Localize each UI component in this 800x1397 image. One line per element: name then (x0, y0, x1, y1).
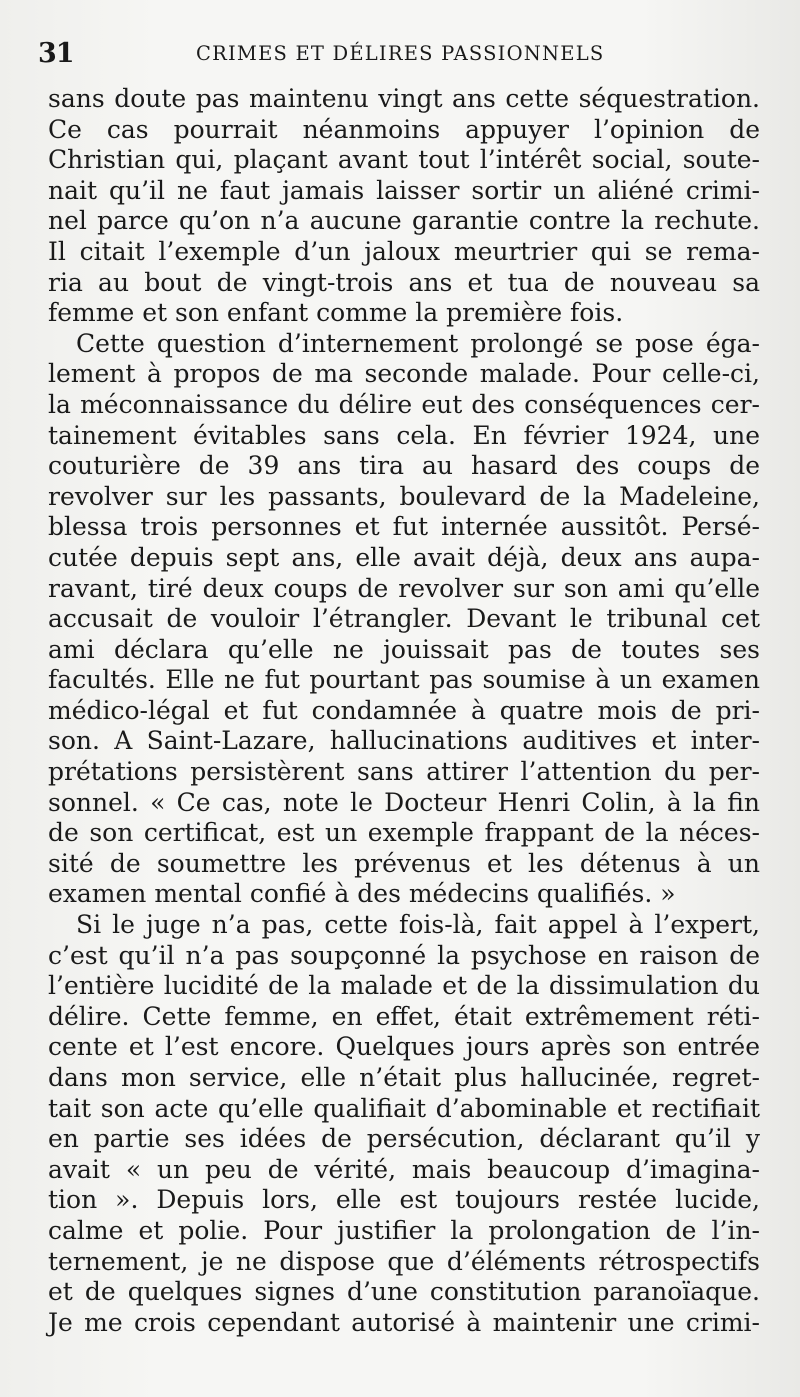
running-title: CRIMES ET DÉLIRES PASSIONNELS (196, 42, 605, 65)
text-line: blessa trois personnes et fut internée aussitôt. Persé- (48, 512, 760, 542)
text-line: Christian qui, plaçant avant tout l’intérêt social, soute- (48, 145, 760, 175)
text-line: et de quelques signes d’une constitution paranoïaque. (48, 1277, 760, 1307)
text-line: Ce cas pourrait néanmoins appuyer l’opinion de (48, 114, 760, 144)
text-line: cente et l’est encore. Quelques jours après son entrée (48, 1032, 760, 1062)
text-line: de son certificat, est un exemple frappant de la néces- (48, 818, 760, 848)
text-line: l’entière lucidité de la malade et de la dissimulation du (48, 971, 760, 1001)
text-line: nait qu’il ne faut jamais laisser sortir un aliéné crimi- (48, 175, 760, 205)
text-line: dans mon service, elle n’était plus hallucinée, regret- (48, 1063, 760, 1092)
text-line: prétations persistèrent sans attirer l’attention du per- (48, 757, 760, 787)
paragraph (48, 84, 760, 329)
paragraph (48, 910, 760, 1338)
text-line: revolver sur les passants, boulevard de la Madeleine, (48, 481, 760, 511)
text-line: lement à propos de ma seconde malade. Pour celle-ci, (48, 359, 760, 389)
text-line: cutée depuis sept ans, elle avait déjà, deux ans aupa- (48, 542, 760, 572)
text-line: médico-légal et fut condamnée à quatre mois de pri- (48, 695, 760, 725)
body-text (48, 84, 760, 1338)
text-line: avait « un peu de vérité, mais beaucoup d’imagina- (48, 1154, 760, 1184)
page-number: 31 (38, 38, 74, 69)
text-line: Cette question d’internement prolongé se pose éga- (76, 328, 760, 358)
text-line: Il citait l’exemple d’un jaloux meurtrier qui se rema- (48, 236, 760, 266)
paragraph (48, 329, 760, 910)
text-line: nel parce qu’on n’a aucune garantie contre la rechute. (48, 206, 760, 236)
text-line: sité de soumettre les prévenus et les détenus à un (48, 848, 760, 878)
text-line: calme et polie. Pour justifier la prolongation de l’in- (48, 1215, 760, 1245)
text-line: Si le juge n’a pas, cette fois-là, fait appel à l’expert, (76, 910, 760, 940)
text-line: Je me crois cependant autorisé à maintenir une crimi- (48, 1307, 760, 1337)
text-line: ravant, tiré deux coups de revolver sur son ami qu’elle (48, 573, 760, 603)
running-header (38, 36, 740, 76)
text-line: tait son acte qu’elle qualifiait d’abominable et rectifiait (48, 1093, 760, 1123)
text-line: ternement, je ne dispose que d’éléments rétrospectifs (48, 1246, 760, 1276)
text-line: sans doute pas maintenu vingt ans cette séquestration. (48, 84, 760, 113)
text-line: son. A Saint-Lazare, hallucinations auditives et inter- (48, 726, 760, 756)
text-line: sonnel. « Ce cas, note le Docteur Henri Colin, à la fin (48, 787, 760, 817)
text-line: la méconnaissance du délire eut des conséquences cer- (48, 389, 760, 419)
text-line: en partie ses idées de persécution, déclarant qu’il y (48, 1124, 760, 1154)
text-line: ria au bout de vingt-trois ans et tua de nouveau sa (48, 267, 760, 297)
text-line: ami déclara qu’elle ne jouissait pas de toutes ses (48, 634, 760, 664)
text-line: délire. Cette femme, en effet, était extrêmement réti- (48, 1001, 760, 1031)
text-line: couturière de 39 ans tira au hasard des coups de (48, 451, 760, 481)
text-line: femme et son enfant comme la première fois. (48, 298, 624, 328)
text-line: tainement évitables sans cela. En février 1924, une (48, 420, 760, 450)
text-line: c’est qu’il n’a pas soupçonné la psychose en raison de (48, 940, 760, 970)
text-line: facultés. Elle ne fut pourtant pas soumise à un examen (48, 665, 760, 695)
text-line: examen mental confié à des médecins qualifiés. » (48, 879, 676, 909)
text-line: accusait de vouloir l’étrangler. Devant le tribunal cet (48, 604, 760, 634)
text-line: tion ». Depuis lors, elle est toujours restée lucide, (48, 1185, 760, 1215)
